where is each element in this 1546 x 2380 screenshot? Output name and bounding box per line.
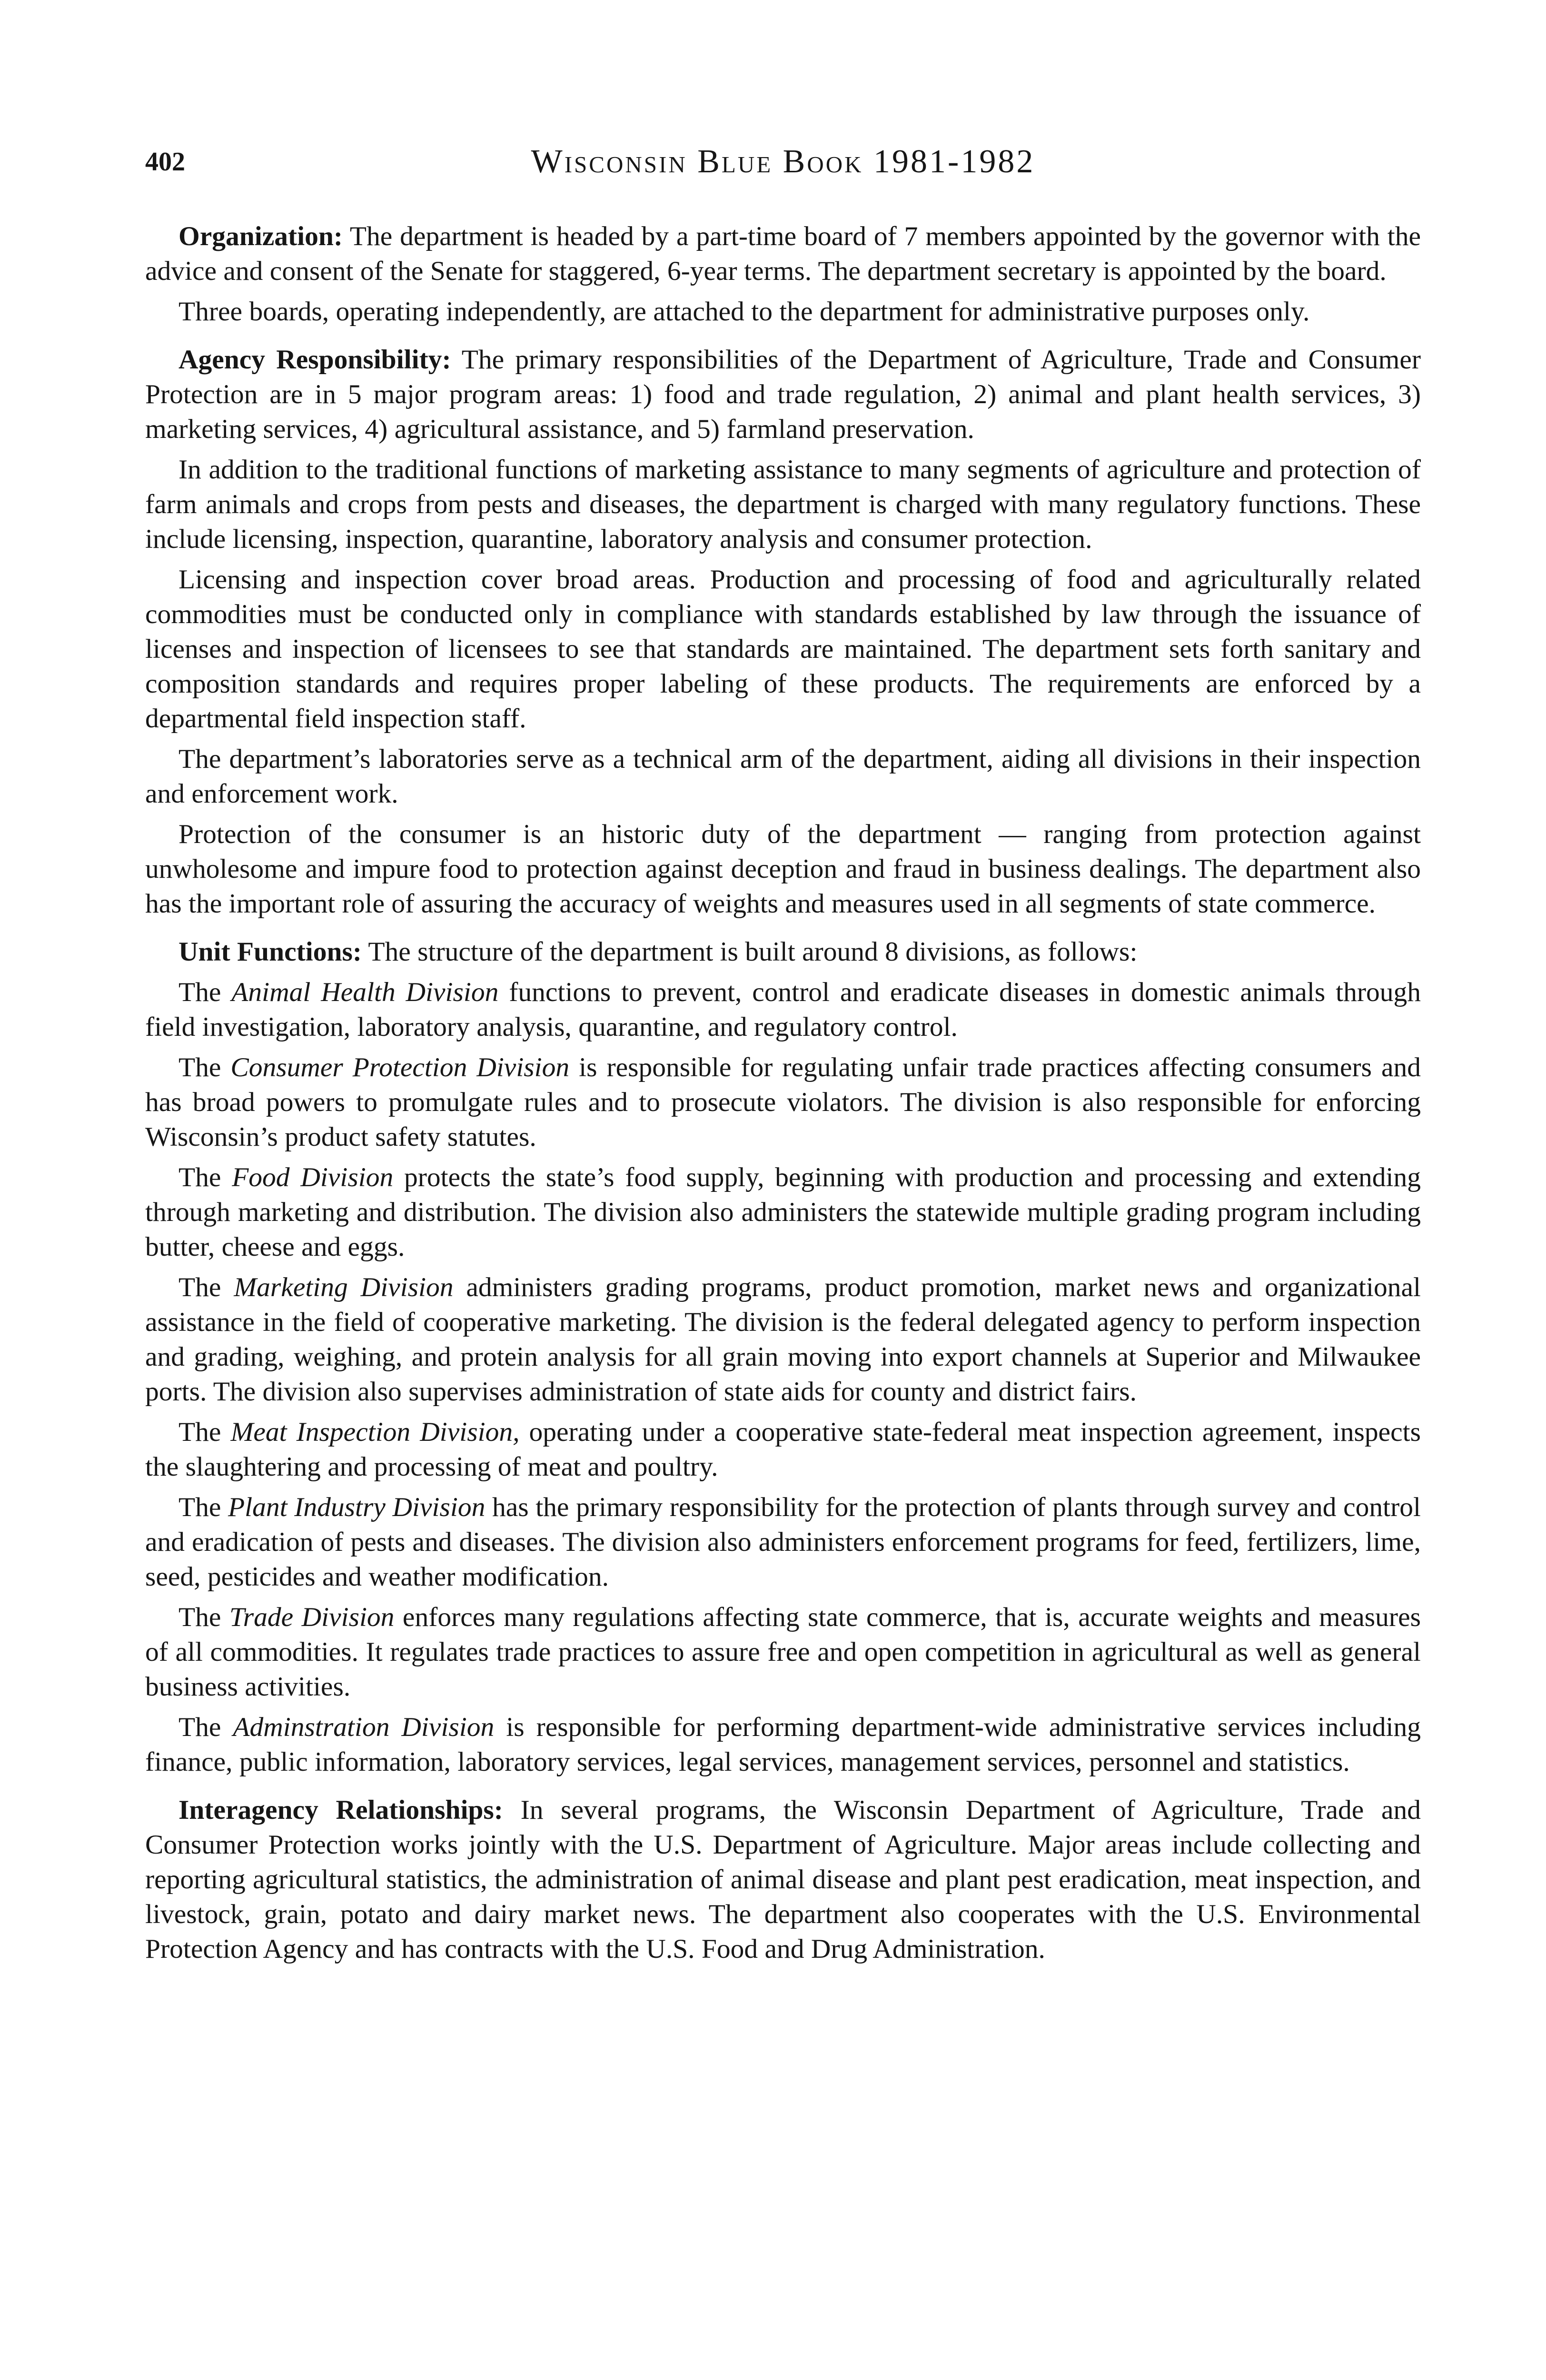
division-name: Consumer Protection Division — [230, 1052, 570, 1082]
division-animal-health: The Animal Health Division functions to prevent, control and eradicate diseases in domestic animals through field investigation, laboratory analysis, quarantine, and regulatory control. — [145, 977, 1421, 1042]
unit-functions-heading: Unit Functions: — [178, 937, 362, 967]
organization-section — [145, 219, 1421, 329]
division-meat-inspection: The Meat Inspection Division, operating under a cooperative state-federal meat inspection agreement, inspects the slaughtering and processing of meat and poultry. — [145, 1417, 1421, 1482]
interagency-relationships-heading: Interagency Relationships: — [178, 1795, 503, 1825]
running-head — [145, 143, 1421, 195]
division-consumer-protection: The Consumer Protection Division is responsible for regulating unfair trade practices affecting consumers and has broad powers to promulgate rules and to prosecute violators. The division is also responsible for enforcing Wisconsin’s product safety statutes. — [145, 1052, 1421, 1152]
laboratories-paragraph: The department’s laboratories serve as a technical arm of the department, aiding all divisions in their inspection and enforcement work. — [145, 744, 1421, 809]
division-name: Meat Inspection Division, — [230, 1417, 520, 1447]
organization-boards-paragraph: Three boards, operating independently, are attached to the department for administrative purposes only. — [178, 297, 1310, 327]
interagency-relationships-section — [145, 1793, 1421, 1966]
organization-heading: Organization: — [178, 221, 343, 251]
division-name: Plant Industry Division — [228, 1492, 486, 1522]
division-food: The Food Division protects the state’s food supply, beginning with production and processing and extending through marketing and distribution. The division also administers the statewide multiple grading program including butter, cheese and eggs. — [145, 1162, 1421, 1262]
agency-responsibility-paragraph — [145, 342, 1421, 446]
division-name: Trade Division — [229, 1602, 395, 1632]
agency-responsibility-heading: Agency Responsibility: — [178, 345, 451, 375]
licensing-paragraph: Licensing and inspection cover broad areas. Production and processing of food and agriculturally related commodities must be conducted only in compliance with standards established by law through the issuance of licenses and inspection of licensees to see that standards are maintained. The department sets forth sanitary and composition standards and requires proper labeling of these products. The requirements are enforced by a departmental field inspection staff. — [145, 565, 1421, 734]
consumer-protection-paragraph: Protection of the consumer is an historic duty of the department — ranging from protection against unwholesome and impure food to protection against deception and fraud in business dealings. The department also has the important role of assuring the accuracy of weights and measures used in all segments of state commerce. — [145, 819, 1421, 919]
interagency-relationships-paragraph — [145, 1793, 1421, 1966]
book-title: Wisconsin Blue Book 1981-1982 — [531, 143, 1035, 180]
regulatory-functions-paragraph: In addition to the traditional functions of marketing assistance to many segments of agriculture and protection of farm animals and crops from pests and diseases, the department is charged with many regulatory functions. These include licensing, inspection, quarantine, laboratory analysis and consumer protection. — [145, 455, 1421, 554]
unit-functions-paragraph — [145, 934, 1421, 969]
book-page — [145, 143, 1421, 1966]
division-name: Marketing Division — [234, 1272, 454, 1302]
division-plant-industry: The Plant Industry Division has the primary responsibility for the protection of plants through survey and control and eradication of pests and diseases. The division also administers enforcement programs for feed, fertilizers, lime, seed, pesticides and weather modification. — [145, 1492, 1421, 1592]
organization-text: The department is headed by a part-time board of 7 members appointed by the governor with the advice and consent of the Senate for staggered, 6-year terms. The department secretary is appointed by the board. — [145, 221, 1421, 286]
division-trade: The Trade Division enforces many regulations affecting state commerce, that is, accurate weights and measures of all commodities. It regulates trade practices to assure free and open competition in agricultural as well as general business activities. — [145, 1602, 1421, 1702]
division-administration: The Adminstration Division is responsible for performing department-wide administrative services including finance, public information, laboratory services, legal services, management services, personnel and statistics. — [145, 1712, 1421, 1777]
agency-responsibility-section — [145, 342, 1421, 921]
unit-functions-intro: The structure of the department is built around 8 divisions, as follows: — [361, 937, 1138, 967]
page-number: 402 — [145, 147, 185, 177]
division-name: Adminstration Division — [233, 1712, 495, 1742]
unit-functions-section — [145, 934, 1421, 1779]
organization-paragraph — [145, 219, 1421, 288]
division-name: Animal Health Division — [231, 977, 499, 1007]
interagency-relationships-text: In several programs, the Wisconsin Department of Agriculture, Trade and Consumer Protection works jointly with the U.S. Department of Agriculture. Major areas include collecting and reporting agricultural statistics, the administration of animal disease and plant pest eradication, meat inspection, and livestock, grain, potato and dairy market news. The department also cooperates with the U.S. Environmental Protection Agency and has contracts with the U.S. Food and Drug Administration. — [145, 1795, 1421, 1964]
agency-responsibility-text: The primary responsibilities of the Department of Agriculture, Trade and Consumer Protection are in 5 major program areas: 1) food and trade regulation, 2) animal and plant health services, 3) marketing services, 4) agricultural assistance, and 5) farmland preservation. — [145, 345, 1421, 444]
division-marketing: The Marketing Division administers grading programs, product promotion, market news and organizational assistance in the field of cooperative marketing. The division is the federal delegated agency to perform inspection and grading, weighing, and protein analysis for all grain moving into export channels at Superior and Milwaukee ports. The division also supervises administration of state aids for county and district fairs. — [145, 1272, 1421, 1407]
division-name: Food Division — [232, 1162, 394, 1192]
